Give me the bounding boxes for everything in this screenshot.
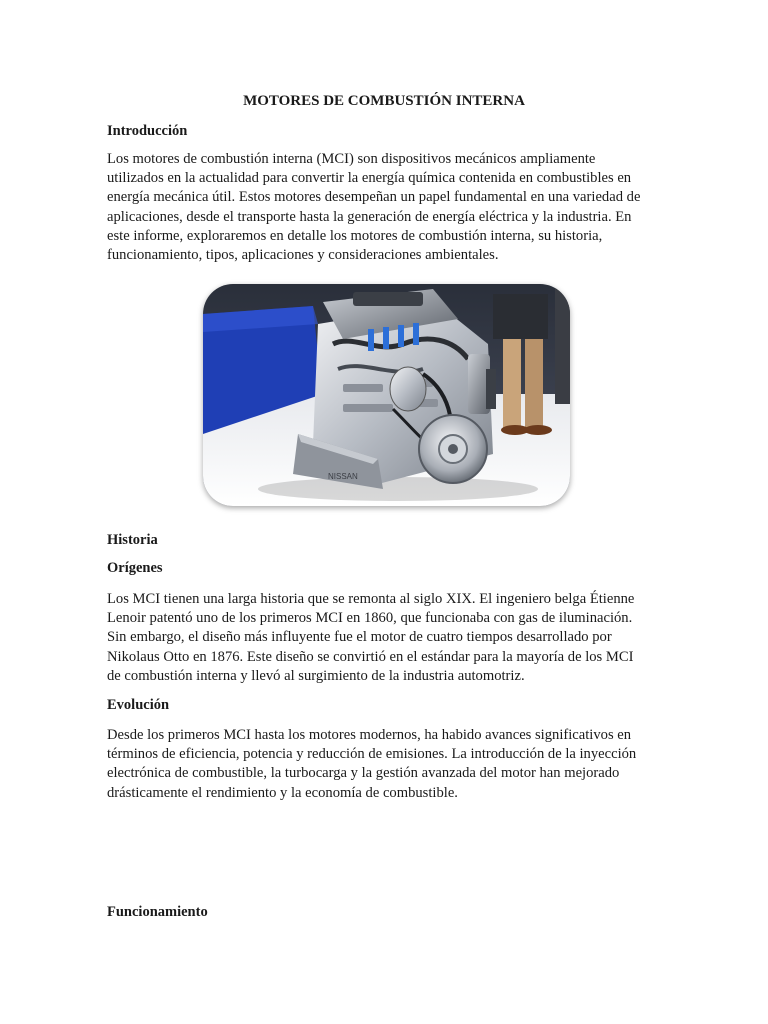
paragraph-line: funcionamiento, tipos, aplicaciones y consideraciones ambientales.: [107, 247, 499, 264]
paragraph-line: electrónica de combustible, la turbocarga y la gestión avanzada del motor han mejorado: [107, 765, 620, 782]
paragraph-line: drásticamente el rendimiento y la economía de combustible.: [107, 784, 458, 801]
paragraph-line: utilizados en la actualidad para convertir la energía química contenida en combustibles en: [107, 170, 632, 187]
paragraph-evolucion: [107, 726, 667, 803]
heading-funcionamiento: Funcionamiento: [107, 904, 208, 920]
paragraph-line: términos de eficiencia, potencia y reducción de emisiones. La introducción de la inyección: [107, 746, 637, 763]
svg-text:NISSAN: NISSAN: [328, 472, 358, 481]
paragraph-introduccion: [107, 150, 667, 265]
paragraph-line: este informe, exploraremos en detalle los motores de combustión interna, su historia,: [107, 227, 603, 244]
paragraph-line: aplicaciones, desde el transporte hasta la generación de energía eléctrica y la industria. En: [107, 208, 632, 225]
paragraph-line: Sin embargo, el diseño más influyente fue el motor de cuatro tiempos desarrollado por: [107, 629, 612, 646]
document-title: MOTORES DE COMBUSTIÓN INTERNA: [243, 93, 525, 109]
paragraph-line: Lenoir patentó uno de los primeros MCI en 1860, que funcionaba con gas de iluminación.: [107, 610, 633, 627]
paragraph-line: de combustión interna y llevó al surgimiento de la industria automotriz.: [107, 667, 525, 684]
heading-introduccion: Introducción: [107, 123, 188, 139]
heading-origenes: Orígenes: [107, 560, 163, 576]
paragraph-line: Los motores de combustión interna (MCI) son dispositivos mecánicos ampliamente: [107, 151, 596, 167]
paragraph-line: energía mecánica útil. Estos motores desempeñan un papel fundamental en una variedad de: [107, 189, 641, 206]
heading-evolucion: Evolución: [107, 697, 170, 713]
heading-historia: Historia: [107, 532, 158, 548]
engine-photo: [203, 284, 570, 506]
paragraph-line: Nikolaus Otto en 1876. Este diseño se convirtió en el estándar para la mayoría de los MCI: [107, 648, 634, 665]
paragraph-line: Desde los primeros MCI hasta los motores modernos, ha habido avances significativos en: [107, 727, 632, 743]
engine-illustration: [203, 284, 570, 506]
paragraph-line: Los MCI tienen una larga historia que se remonta al siglo XIX. El ingeniero belga Étienne: [107, 591, 635, 607]
paragraph-origenes: [107, 590, 667, 686]
